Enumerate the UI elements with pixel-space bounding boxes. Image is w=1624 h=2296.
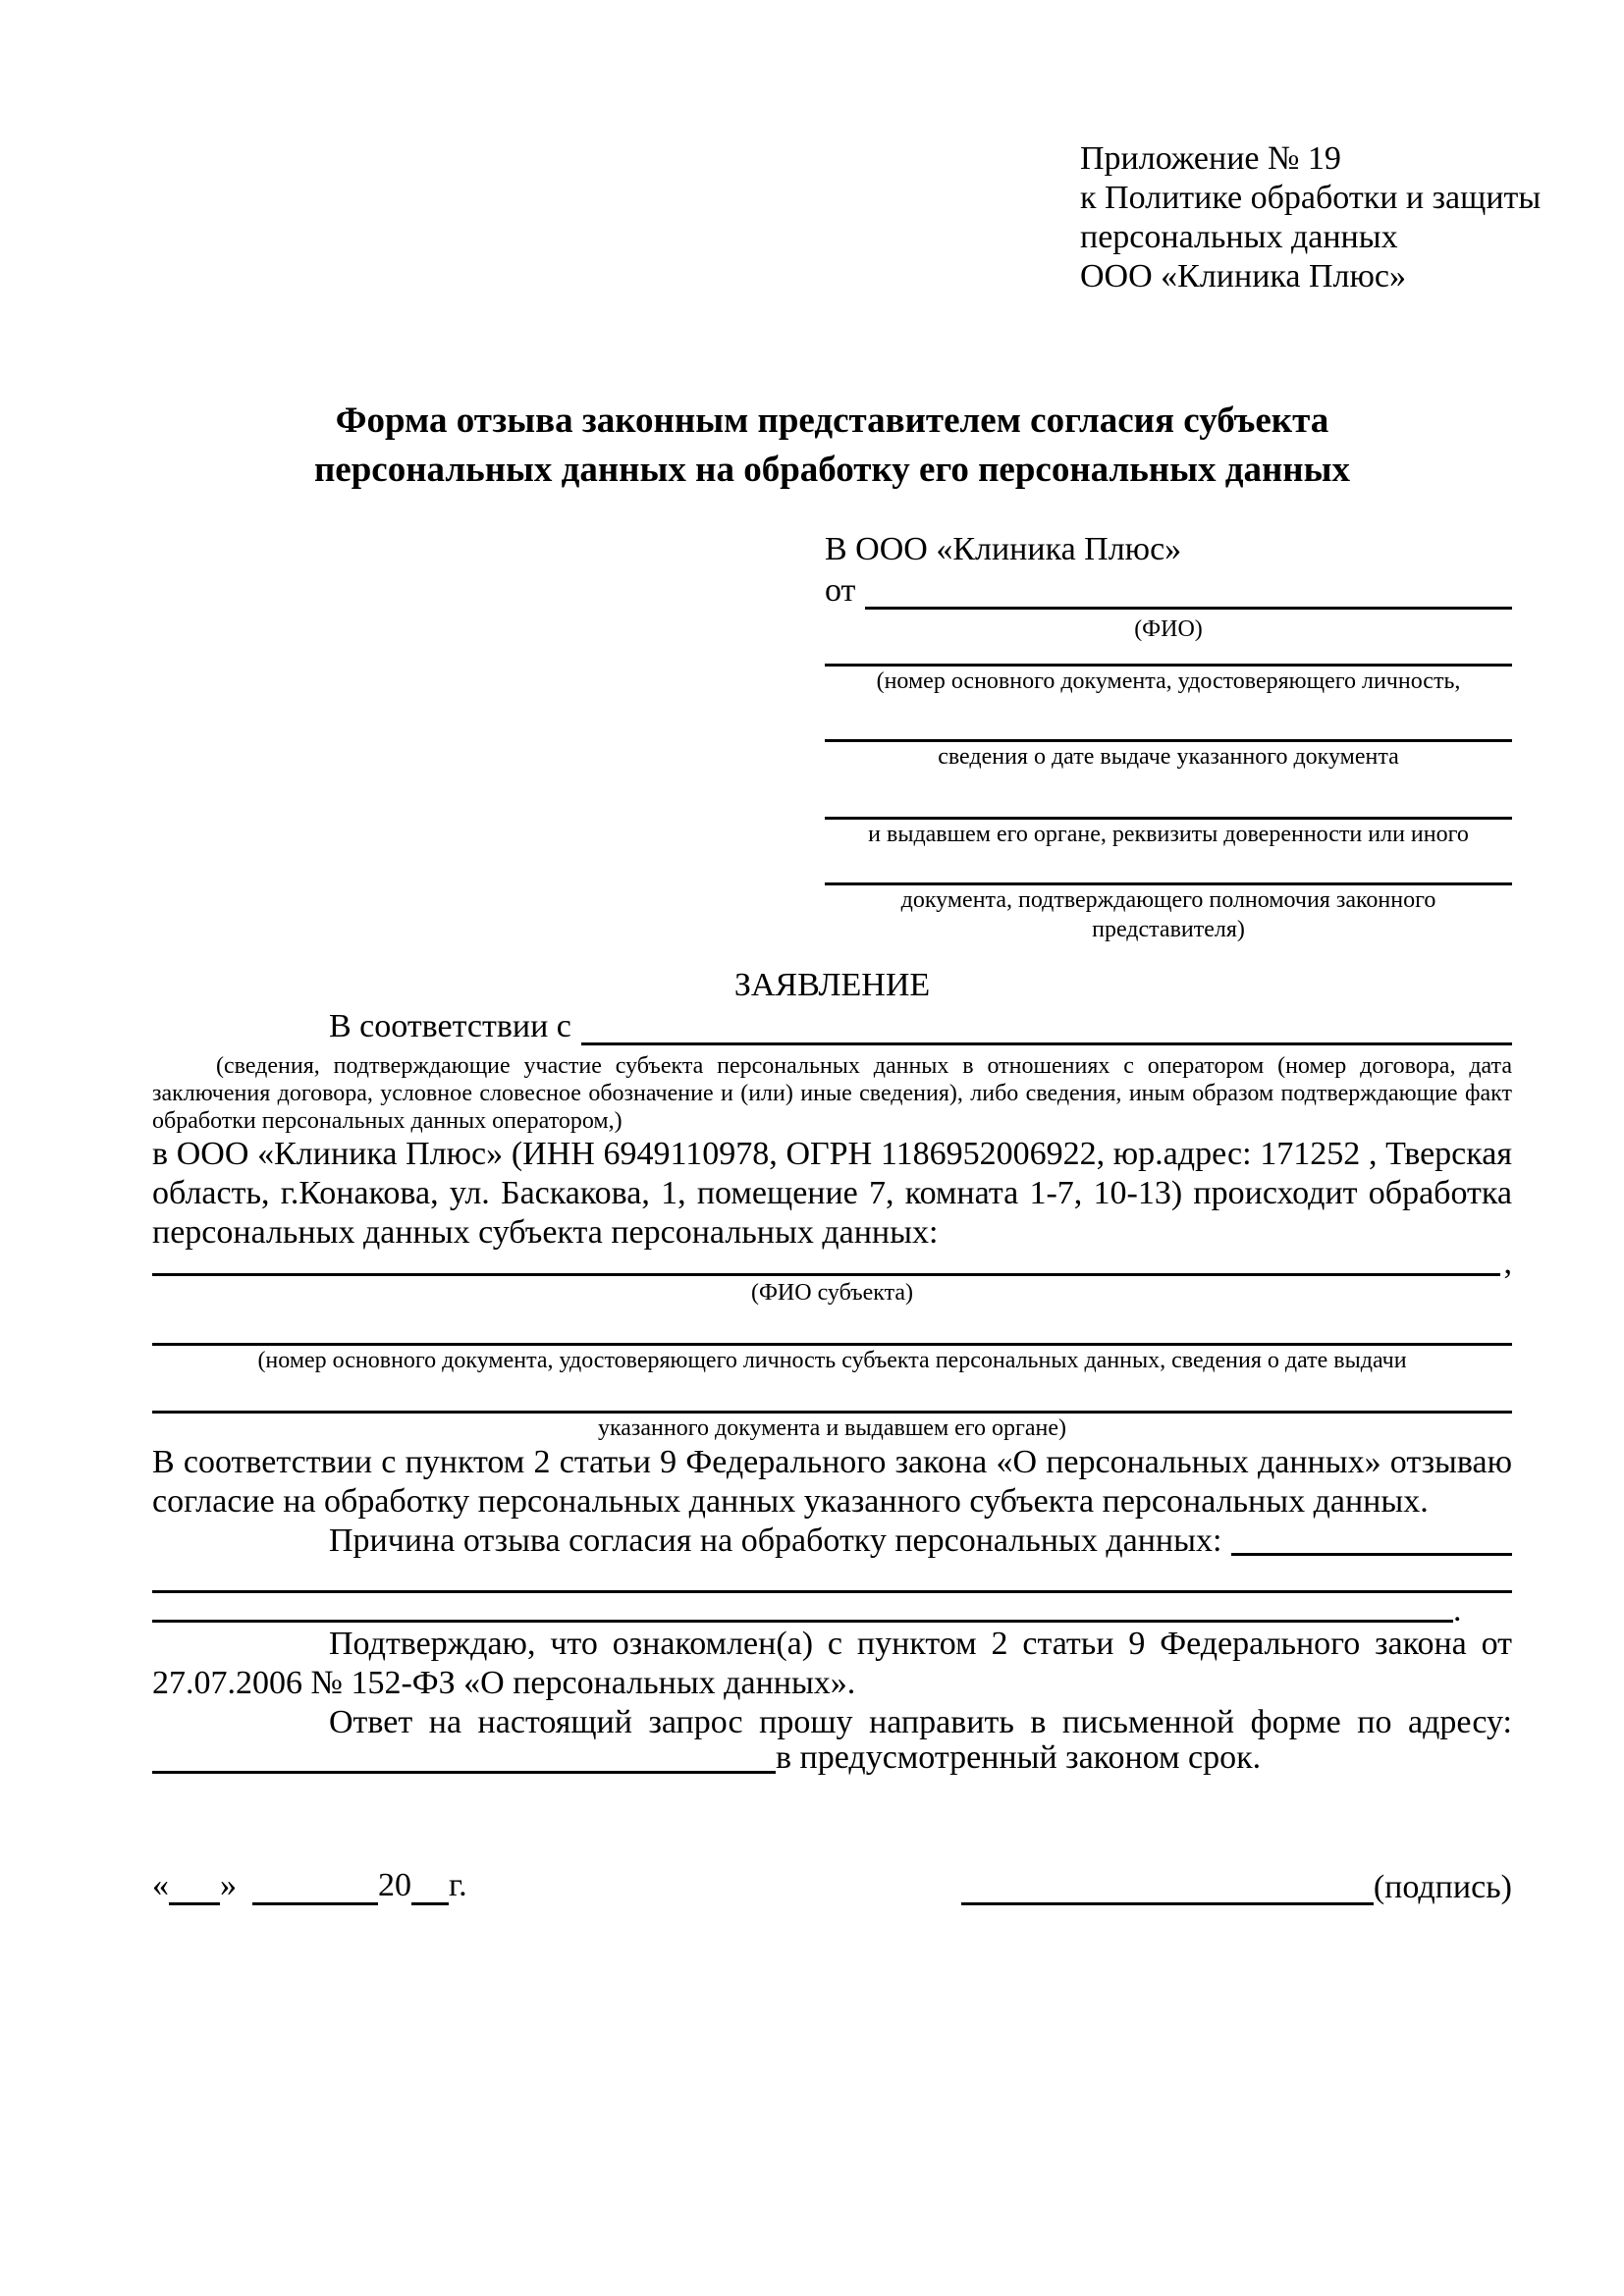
document-title (152, 397, 1512, 495)
reason-input-line-3[interactable] (152, 1593, 1453, 1623)
reason-line-period: . (1453, 1592, 1462, 1629)
subject-document-input-line-2[interactable] (152, 1375, 1512, 1414)
field-caption: и выдавшем его органе, реквизиты доверенности или иного (868, 822, 1469, 847)
date-day-input-line[interactable] (169, 1863, 220, 1905)
date-month-input-line[interactable] (252, 1863, 378, 1905)
reason-row (152, 1522, 1512, 1561)
field-caption: сведения о дате выдаче указанного документа (938, 744, 1399, 770)
reason-input-line-2[interactable] (152, 1584, 1512, 1593)
signature-caption: (подпись) (1373, 1869, 1512, 1905)
subject-name-row (152, 1245, 1512, 1281)
date-row (152, 1862, 467, 1907)
from-row (825, 571, 1512, 614)
reply-address-row (152, 1739, 1512, 1778)
signature-footer (152, 1862, 1512, 1907)
reply-address-input-line[interactable] (152, 1742, 776, 1774)
intro-explanation-caption: (сведения, подтверждающие участие субъекта персональных данных в отношениях с оператором (номер договора, дата заключения договора, условное словесное обозначение и (или) иные сведения), либо сведения, иным образом подтверждающие факт обработки персональных данных оператором,) (152, 1053, 1512, 1134)
representative-fio-input-line[interactable] (865, 571, 1512, 610)
withdrawal-paragraph: В соответствии с пунктом 2 статьи 9 Федерального закона «О персональных данных» отзываю согласие на обработку персональных данных указанного субъекта персональных данных. (152, 1444, 1512, 1520)
addressee-block (825, 528, 1512, 944)
addressee-organization: В ООО «Клиника Плюс» (825, 531, 1182, 567)
reply-tail-text: в предусмотренный законом срок. (776, 1739, 1262, 1776)
from-label: от (825, 572, 856, 609)
signature-row (961, 1862, 1512, 1907)
appendix-header-line: персональных данных (1080, 219, 1398, 255)
appendix-header-line: к Политике обработки и защиты (1080, 180, 1542, 216)
signature-input-line[interactable] (961, 1863, 1374, 1905)
appendix-header (1080, 139, 1542, 296)
reason-input-line[interactable] (1231, 1522, 1512, 1556)
title-line: персональных данных на обработку его персональных данных (313, 450, 1350, 490)
subject-line-comma: , (1503, 1245, 1512, 1281)
subject-document-input-line-1[interactable] (152, 1308, 1512, 1346)
appendix-header-line: Приложение № 19 (1080, 140, 1341, 177)
subject-document-caption: указанного документа и выдавшем его органе) (597, 1415, 1067, 1441)
intro-row (152, 1007, 1512, 1050)
representative-document-input-line-2[interactable] (825, 696, 1512, 742)
subject-fio-caption: (ФИО субъекта) (750, 1280, 914, 1306)
field-caption: документа, подтверждающего полномочия законного представителя) (900, 887, 1436, 942)
representative-document-input-line-1[interactable] (825, 644, 1512, 667)
statement-heading: ЗАЯВЛЕНИЕ (733, 967, 931, 1003)
reply-paragraph: Ответ на настоящий запрос прошу направить в письменной форме по адресу: (329, 1704, 1512, 1740)
date-year-input-line[interactable] (411, 1863, 449, 1905)
subject-fio-input-line[interactable] (152, 1253, 1500, 1276)
fio-caption: (ФИО) (1134, 616, 1203, 642)
subject-document-caption: (номер основного документа, удостоверяющего личность субъекта персональных данных, сведения о дате выдачи (257, 1348, 1407, 1373)
reason-line-3-row (152, 1592, 1512, 1629)
intro-label: В соответствии с (329, 1008, 571, 1044)
year-prefix: 20 (378, 1867, 411, 1903)
basis-input-line[interactable] (581, 1007, 1512, 1045)
field-caption: (номер основного документа, удостоверяющего личность, (876, 668, 1461, 694)
year-suffix: г. (449, 1867, 467, 1903)
appendix-header-line: ООО «Клиника Плюс» (1080, 258, 1406, 294)
reason-label: Причина отзыва согласия на обработку персональных данных: (329, 1522, 1222, 1559)
title-line: Форма отзыва законным представителем согласия субъекта (335, 400, 1329, 441)
confirmation-paragraph: Подтверждаю, что ознакомлен(а) с пунктом 2 статьи 9 Федерального закона от 27.07.2006 № 152-ФЗ «О персональных данных». (152, 1626, 1512, 1701)
representative-document-input-line-3[interactable] (825, 772, 1512, 820)
quote-open: « (152, 1867, 169, 1903)
quote-close: » (220, 1867, 237, 1903)
operator-paragraph: в ООО «Клиника Плюс» (ИНН 6949110978, ОГРН 1186952006922, юр.адрес: 171252 , Тверская область, г.Конакова, ул. Баскакова, 1, помещение 7, комната 1-7, 10-13) происходит обработка персональных данных субъекта персональных данных: (152, 1136, 1512, 1251)
representative-document-input-line-4[interactable] (825, 849, 1512, 885)
